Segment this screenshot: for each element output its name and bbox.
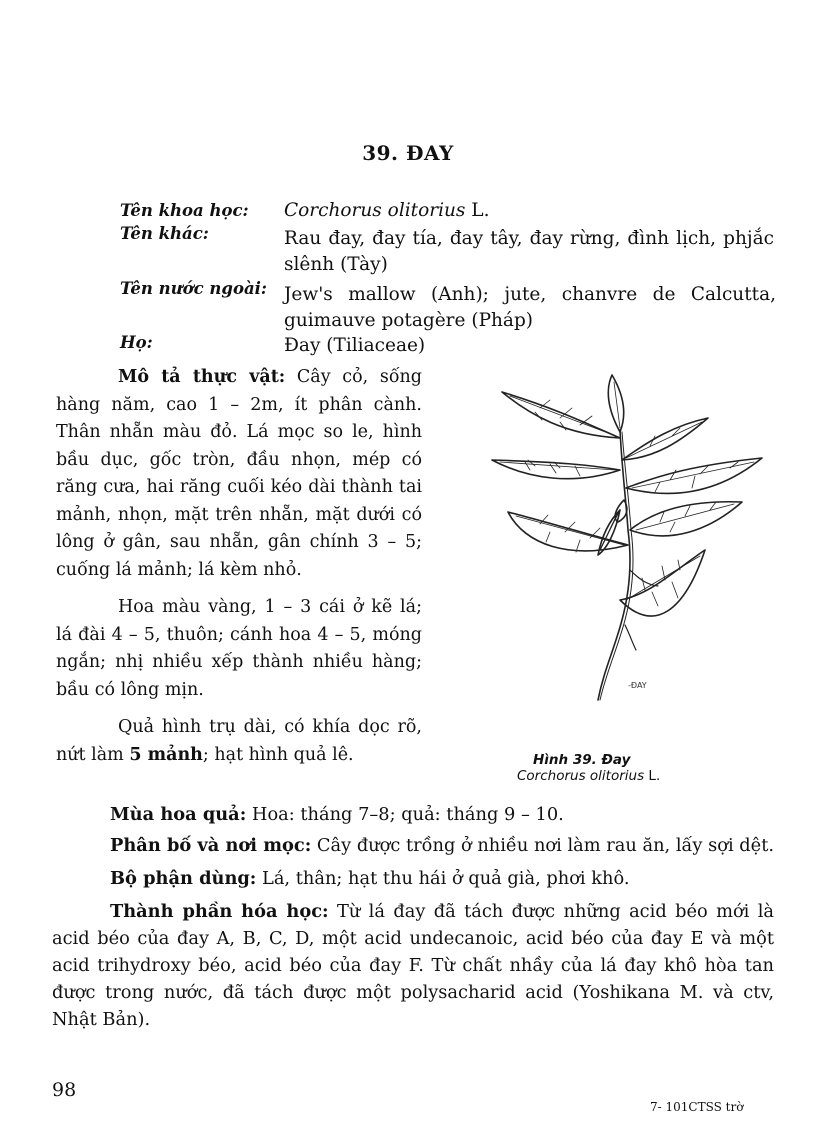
scientific-name-italic: Corchorus olitorius — [284, 200, 466, 221]
sketch-tag: -ĐAY — [628, 681, 647, 690]
figure-caption-name — [517, 768, 660, 784]
page-number: 98 — [52, 1079, 77, 1101]
figure-caption-latin: Corchorus olitorius — [517, 768, 645, 784]
footer-code: 7- 101CTSS trờ — [650, 1100, 744, 1114]
distribution-paragraph — [52, 832, 774, 859]
fruit-paragraph — [56, 714, 422, 769]
main-stem-outline — [600, 432, 633, 700]
distribution-text: Cây được trồng ở nhiều nơi làm rau ăn, lấy sợi dệt. — [311, 835, 774, 856]
flower-paragraph: Hoa màu vàng, 1 – 3 cái ở kẽ lá; lá đài 4 – 5, thuôn; cánh hoa 4 – 5, móng ngắn; nhị nhiều xếp thành nhiều hàng; bầu có lông mịn. — [56, 597, 422, 700]
season-paragraph — [52, 801, 774, 828]
plant-description — [56, 364, 422, 769]
parts-label: Bộ phận dùng: — [110, 868, 257, 889]
other-names: Rau đay, đay tía, đay tây, đay rừng, đình lịch, phjắc slênh (Tày) — [284, 228, 774, 275]
family-name: Đay (Tiliaceae) — [284, 335, 426, 356]
lower-right-leaf — [630, 502, 742, 536]
scientific-name-label: Tên khoa học: — [120, 201, 249, 220]
chemistry-label: Thành phần hóa học: — [110, 901, 329, 922]
scientific-name — [284, 198, 489, 224]
foreign-names: Jew's mallow (Anh); jute, chanvre de Calcutta, guimauve potagère (Pháp) — [284, 284, 776, 331]
season-text: Hoa: tháng 7–8; quả: tháng 9 – 10. — [246, 804, 564, 825]
full-width-sections — [52, 801, 774, 1033]
flower-bud — [615, 500, 627, 522]
mid-right-leaf — [626, 458, 762, 493]
page-title: 39. ĐAY — [362, 141, 454, 165]
other-names-label: Tên khác: — [120, 224, 209, 243]
parts-text: Lá, thân; hạt thu hái ở quả già, phơi khô. — [256, 868, 630, 889]
lower-left-leaf — [508, 512, 628, 551]
chemistry-text: Từ lá đay đã tách được những acid béo mới là acid béo của đay A, B, C, D, một acid undecanoic, acid béo của đay E và một acid trihydroxy béo, acid béo của đay F. Từ chất nhầy của lá đay khô hòa tan được trong nước, đã tách được một polysacharid acid (Yoshikana M. và ctv, Nhật Bản). — [52, 901, 774, 1030]
fruit-text-a: Quả hình trụ dài, có khía dọc rõ, nứt làm — [56, 717, 422, 765]
morphology-heading: Mô tả thực vật: — [118, 367, 286, 387]
figure-caption-number: Hình 39. Đay — [533, 752, 631, 768]
fruit-text-b: 5 mảnh — [129, 744, 203, 765]
distribution-label: Phân bố và nơi mọc: — [110, 835, 312, 856]
top-leaf — [608, 375, 623, 432]
chemistry-paragraph — [52, 898, 774, 1033]
family-label: Họ: — [120, 333, 153, 352]
plant-illustration — [480, 370, 770, 705]
season-label: Mùa hoa quả: — [110, 804, 247, 825]
scientific-author: L. — [465, 200, 490, 221]
parts-paragraph — [52, 865, 774, 892]
figure-caption-author: L. — [644, 768, 661, 784]
morphology-text: Cây cỏ, sống hàng năm, cao 1 – 2m, ít phân cành. Thân nhẵn màu đỏ. Lá mọc so le, hình bầu dục, gốc tròn, đầu nhọn, mép có răng cưa, hai răng cuối kéo dài thành tai mảnh, nhọn, mặt trên nhẵn, mặt dưới có lông ở gân, sau nhẵn, gân chính 3 – 5; cuống lá mảnh; lá kèm nhỏ. — [56, 367, 422, 580]
fruit-text-c: ; hạt hình quả lê. — [202, 744, 354, 765]
foreign-names-label: Tên nước ngoài: — [120, 279, 268, 298]
morphology-paragraph — [56, 364, 422, 584]
